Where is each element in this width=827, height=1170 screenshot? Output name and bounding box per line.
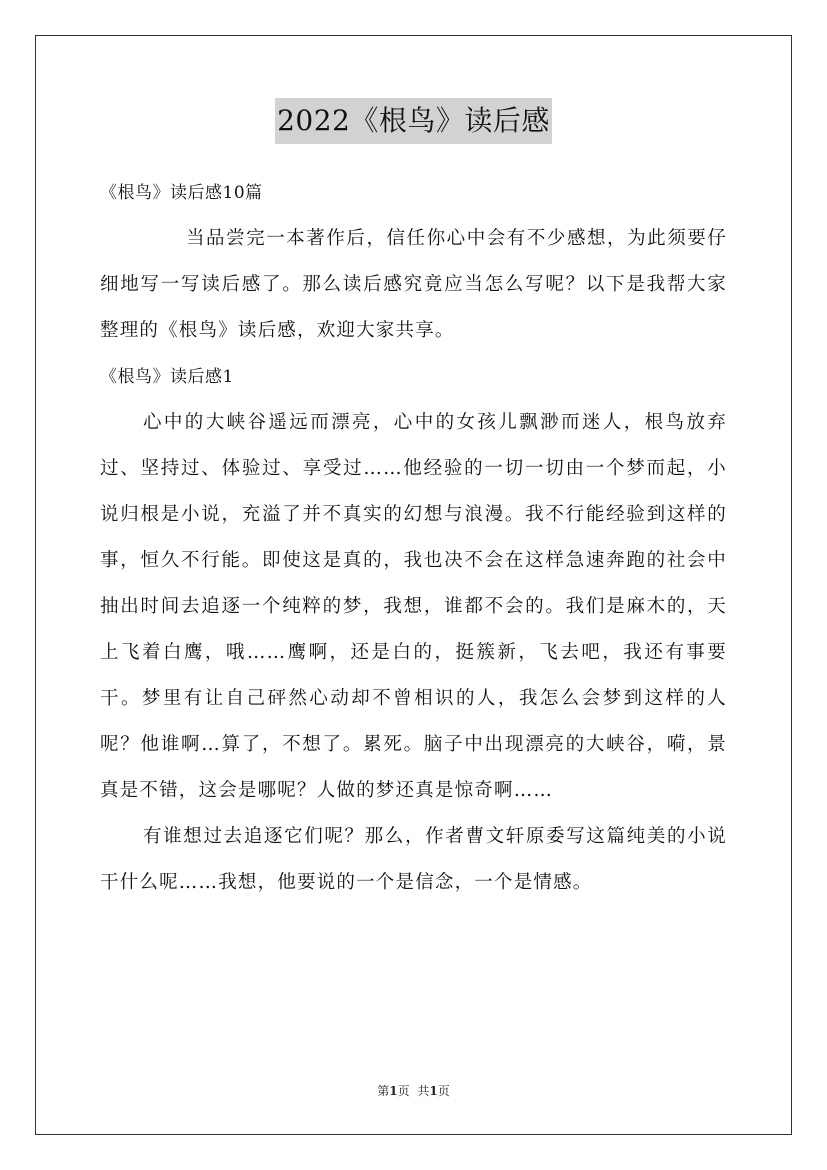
- section-heading: 《根鸟》读后感1: [100, 367, 234, 387]
- page-unit: 页: [397, 1084, 410, 1098]
- total-unit: 页: [437, 1084, 450, 1098]
- body-paragraph-2: 有谁想过去追逐它们呢？那么，作者曹文轩原委写这篇纯美的小说干什么呢……我想，他要说的一个是信念，一个是情感。: [100, 826, 727, 893]
- page-total: 1: [429, 1084, 438, 1098]
- body-paragraph-1: 心中的大峡谷遥远而漂亮，心中的女孩儿飘渺而迷人，根鸟放弃过、坚持过、体验过、享受过……他经验的一切一切由一个梦而起，小说归根是小说，充溢了并不真实的幻想与浪漫。我不行能经验到这样的事，恒久不行能。即使这是真的，我也决不会在这样急速奔跑的社会中抽出时间去追逐一个纯粹的梦，我想，谁都不会的。我们是麻木的，天上飞着白鹰，哦……鹰啊，还是白的，挺簇新，飞去吧，我还有事要干。梦里有让自己砰然心动却不曾相识的人，我怎么会梦到这样的人呢？他谁啊…算了，不想了。累死。脑子中出现漂亮的大峡谷，嗬，景真是不错，这会是哪呢？人做的梦还真是惊奇啊……: [100, 412, 727, 801]
- document-title: 2022《根鸟》读后感: [275, 98, 552, 144]
- title-container: [0, 98, 827, 144]
- total-label: 共: [417, 1084, 430, 1098]
- page-footer: [0, 1082, 827, 1099]
- document-subtitle: 《根鸟》读后感10篇: [100, 183, 263, 203]
- intro-paragraph: 当品尝完一本著作后，信任你心中会有不少感想，为此须要仔细地写一写读后感了。那么读后感究竟应当怎么写呢？以下是我帮大家整理的《根鸟》读后感，欢迎大家共享。: [100, 228, 727, 341]
- document-body: [100, 170, 727, 906]
- page-label: 第: [377, 1084, 390, 1098]
- page-current: 1: [389, 1084, 398, 1098]
